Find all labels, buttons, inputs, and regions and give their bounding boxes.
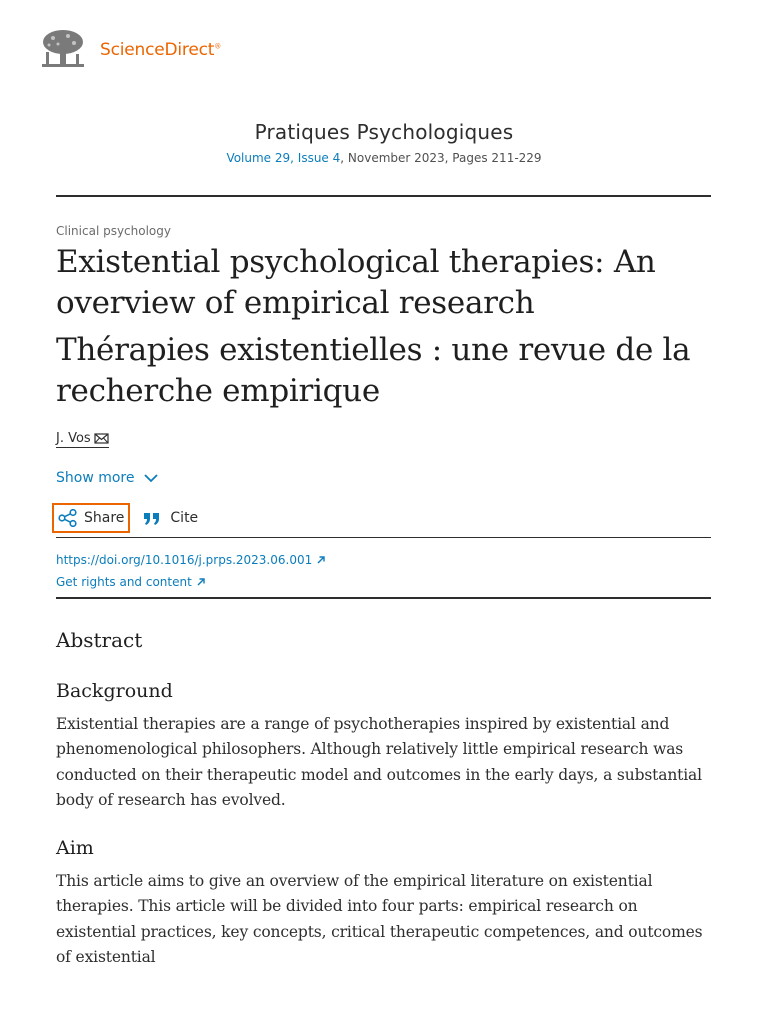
article-title-english: Existential psychological therapies: An overview of empirical research xyxy=(56,244,656,321)
aim-paragraph: This article aims to give an overview of the empirical literature on existential therapies. This article will be divided into four parts: empirical research on existential practices, key concepts, critical therapeutic competences, and outcomes of existential xyxy=(56,872,703,967)
article-actions xyxy=(52,503,198,533)
actions-divider xyxy=(56,537,711,538)
top-divider xyxy=(56,195,711,197)
background-paragraph: Existential therapies are a range of psychotherapies inspired by existential and phenomenological philosophers. Although relatively little empirical research was conducted on their therapeutic model and outcomes in the early days, a substantial body of research has evolved. xyxy=(56,715,702,809)
site-header xyxy=(38,28,221,72)
share-label: Share xyxy=(84,510,125,526)
journal-title[interactable]: Pratiques Psychologiques xyxy=(254,120,514,144)
share-icon xyxy=(58,509,78,527)
aim-heading: Aim xyxy=(56,837,94,860)
author-name: J. Vos xyxy=(56,431,91,446)
doi-text: https://doi.org/10.1016/j.prps.2023.06.001 xyxy=(56,553,313,567)
article-titles xyxy=(56,242,716,412)
author-link[interactable] xyxy=(56,431,109,448)
elsevier-tree-logo-icon[interactable] xyxy=(38,28,88,72)
quote-icon xyxy=(142,509,162,527)
journal-info xyxy=(0,120,768,165)
rights-link[interactable] xyxy=(56,571,326,593)
abstract-heading: Abstract xyxy=(56,628,143,652)
publication-details: , November 2023, Pages 211-229 xyxy=(340,151,542,165)
links-divider xyxy=(56,597,711,599)
journal-meta xyxy=(0,151,768,165)
article-section-label: Clinical psychology xyxy=(56,224,171,238)
show-more-button[interactable] xyxy=(56,470,159,486)
brand-name[interactable]: ScienceDirect® xyxy=(100,40,222,60)
abstract-section xyxy=(56,628,716,970)
cite-button[interactable] xyxy=(142,509,198,527)
external-link-icon xyxy=(196,577,206,587)
article-links xyxy=(56,549,326,593)
rights-text: Get rights and content xyxy=(56,575,192,589)
background-heading: Background xyxy=(56,680,173,702)
doi-link[interactable] xyxy=(56,549,326,571)
volume-issue-link[interactable]: Volume 29, Issue 4 xyxy=(226,151,341,165)
cite-label: Cite xyxy=(170,510,199,526)
envelope-icon xyxy=(94,433,109,444)
share-button[interactable] xyxy=(52,503,130,533)
external-link-icon xyxy=(316,555,326,565)
chevron-down-icon xyxy=(143,473,159,483)
article-title-french: Thérapies existentielles : une revue de la recherche empirique xyxy=(56,332,691,409)
show-more-label: Show more xyxy=(56,470,135,486)
